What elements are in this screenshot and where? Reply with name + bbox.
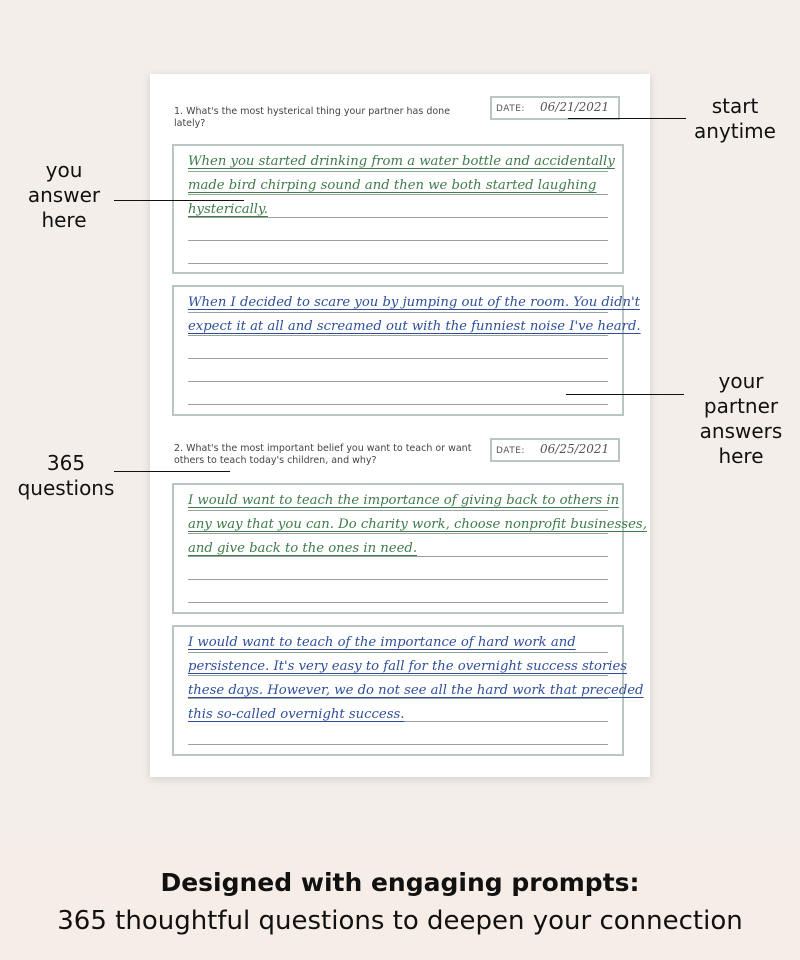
callout-start-anytime bbox=[690, 94, 780, 144]
callout-line: answer bbox=[27, 183, 101, 207]
date-value: 06/21/2021 bbox=[540, 100, 610, 114]
callout-line: you bbox=[45, 158, 83, 182]
answer-line: any way that you can. Do charity work, choose nonprofit businesses, bbox=[188, 517, 647, 532]
writing-line bbox=[188, 358, 608, 359]
answer-line: When I decided to scare you by jumping out of the room. You didn't bbox=[188, 295, 640, 310]
pointer-questions bbox=[114, 471, 230, 472]
date-label: DATE: bbox=[496, 446, 525, 456]
writing-line bbox=[188, 381, 608, 382]
answer-box-partner-2[interactable] bbox=[172, 625, 644, 756]
answer-line: these days. However, we do not see all the hard work that preceded bbox=[188, 683, 644, 698]
answer-line: hysterically. bbox=[188, 202, 268, 217]
writing-line bbox=[188, 240, 608, 241]
footer-banner bbox=[0, 845, 800, 960]
journal-page bbox=[150, 74, 650, 777]
callout-365-questions bbox=[10, 451, 122, 501]
question-1-date-box bbox=[490, 96, 620, 120]
answer-line: I would want to teach of the importance of hard work and bbox=[188, 635, 576, 650]
callout-line: start bbox=[711, 94, 759, 118]
callout-partner-answers bbox=[688, 369, 794, 469]
writing-line bbox=[188, 404, 608, 405]
callout-line: 365 bbox=[46, 451, 86, 475]
callout-line: your bbox=[718, 369, 764, 393]
question-2-date-box bbox=[490, 438, 620, 462]
answer-line: persistence. It's very easy to fall for the overnight success stories bbox=[188, 659, 628, 674]
callout-line: partner bbox=[703, 394, 779, 418]
callout-line: answers bbox=[699, 419, 783, 443]
callout-line: anytime bbox=[694, 119, 776, 143]
answer-line: When you started drinking from a water bottle and accidentally bbox=[188, 154, 615, 169]
answer-line: made bird chirping sound and then we both started laughing bbox=[188, 178, 597, 193]
answer-line: and give back to the ones in need. bbox=[188, 541, 418, 556]
writing-line bbox=[188, 263, 608, 264]
callout-line: questions bbox=[17, 476, 115, 500]
answer-box-you-1[interactable] bbox=[172, 144, 624, 274]
pointer-partner bbox=[566, 394, 684, 395]
answer-line: I would want to teach the importance of giving back to others in bbox=[188, 493, 620, 508]
callout-line: here bbox=[41, 208, 87, 232]
answer-box-partner-1[interactable] bbox=[172, 285, 641, 416]
footer-headline: Designed with engaging prompts: bbox=[160, 868, 640, 897]
question-1-text: 1. What's the most hysterical thing your partner has done lately? bbox=[174, 106, 451, 129]
question-2-text: 2. What's the most important belief you want to teach or want others to teach today's children, and why? bbox=[174, 443, 472, 466]
footer-subline: 365 thoughtful questions to deepen your connection bbox=[57, 906, 743, 936]
pointer-you bbox=[114, 200, 244, 201]
answer-line: expect it at all and screamed out with the funniest noise I've heard. bbox=[188, 319, 641, 334]
date-value: 06/25/2021 bbox=[540, 442, 610, 456]
callout-you-answer bbox=[22, 158, 106, 233]
answer-line: this so-called overnight success. bbox=[188, 707, 405, 722]
writing-line bbox=[188, 602, 608, 603]
writing-line bbox=[188, 579, 608, 580]
answer-box-you-2[interactable] bbox=[172, 483, 647, 614]
callout-line: here bbox=[718, 444, 764, 468]
date-label: DATE: bbox=[496, 104, 525, 114]
writing-line bbox=[188, 744, 608, 745]
pointer-start bbox=[568, 118, 686, 119]
